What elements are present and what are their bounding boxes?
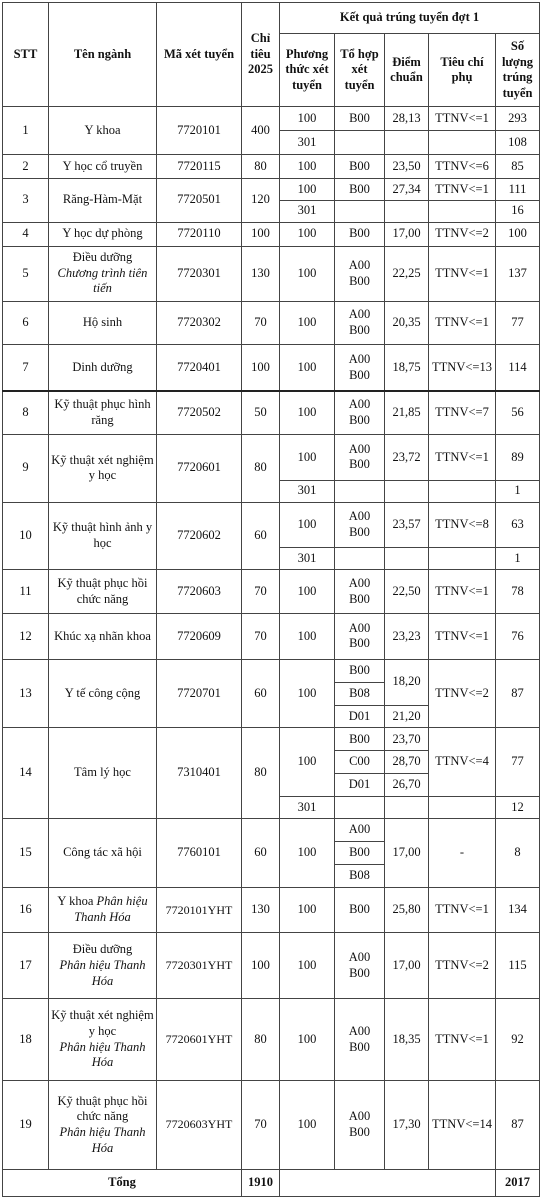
quota-cell: 50 [242,391,280,435]
empty-cell [429,548,496,570]
stt-cell: 5 [3,246,49,301]
count-cell: 111 [496,178,540,200]
count-cell: 92 [496,999,540,1081]
score-cell: 23,50 [385,154,429,178]
major-name-cell: Kỹ thuật hình ảnh y học [49,502,157,570]
criterion-cell: TTNV<=1 [429,434,496,480]
table-row [3,999,540,1081]
stt-cell: 1 [3,107,49,155]
method-cell: 301 [280,548,335,570]
major-name-cell [49,887,157,933]
combination-cell: B00 [335,887,385,933]
score-cell: 28,13 [385,107,429,131]
empty-cell [335,480,385,502]
total-label: Tổng [3,1169,242,1196]
major-name-cell [49,933,157,999]
combination: A00 [348,351,371,366]
code-cell: 7760101 [157,818,242,887]
combination: A00 [348,307,371,322]
combination-cell: B00 [335,659,385,682]
count-cell: 12 [496,797,540,819]
table-row [3,887,540,933]
combination-cell [335,933,385,999]
header-row [3,3,540,34]
major-name-cell: Kỹ thuật phục hồi chức năng [49,570,157,614]
admission-results-table [2,2,540,1197]
combination: A00 [348,575,371,590]
count-cell: 85 [496,154,540,178]
total-row [3,1169,540,1196]
major-name-cell: Y khoa [49,107,157,155]
combination-cell: B00 [335,154,385,178]
method-cell: 301 [280,131,335,155]
major-name-note: Phân hiệu Thanh Hóa [59,1124,146,1155]
criterion-cell: TTNV<=2 [429,933,496,999]
count-cell: 100 [496,222,540,246]
quota-cell: 60 [242,659,280,728]
empty-cell [335,548,385,570]
stt-cell: 8 [3,391,49,435]
criterion-cell: TTNV<=6 [429,154,496,178]
count-cell: 87 [496,1081,540,1169]
score-cell: 23,23 [385,613,429,659]
criterion-cell: TTNV<=1 [429,613,496,659]
criterion-cell: TTNV<=1 [429,246,496,301]
combination: B00 [349,1124,370,1139]
stt-cell: 19 [3,1081,49,1169]
major-name-cell: Y học dự phòng [49,222,157,246]
count-cell: 115 [496,933,540,999]
combination: B00 [349,323,370,338]
table-row [3,613,540,659]
table-row [3,178,540,200]
score-cell: 22,50 [385,570,429,614]
empty-cell [429,131,496,155]
method-cell: 100 [280,246,335,301]
header-combination: Tổ hợp xét tuyển [335,34,385,107]
table-row [3,818,540,841]
table-row [3,1081,540,1169]
count-cell: 87 [496,659,540,728]
table-row [3,391,540,435]
stt-cell: 10 [3,502,49,570]
score-cell: 17,00 [385,933,429,999]
major-name-cell [49,999,157,1081]
major-name-cell: Dinh dưỡng [49,345,157,391]
header-admitted-count: Số lượng trúng tuyển [496,34,540,107]
combination-cell [335,1081,385,1169]
criterion-cell: TTNV<=1 [429,570,496,614]
criterion-cell: TTNV<=8 [429,502,496,548]
empty-cell [385,480,429,502]
major-name-cell: Hộ sinh [49,301,157,345]
header-major-name: Tên ngành [49,3,157,107]
method-cell: 301 [280,480,335,502]
quota-cell: 60 [242,818,280,887]
major-name-cell: Kỹ thuật phục hình răng [49,391,157,435]
code-cell: 7720609 [157,613,242,659]
stt-cell: 13 [3,659,49,728]
criterion-cell: TTNV<=14 [429,1081,496,1169]
count-cell: 1 [496,480,540,502]
score-cell: 17,30 [385,1081,429,1169]
stt-cell: 12 [3,613,49,659]
header-method: Phương thức xét tuyển [280,34,335,107]
empty-cell [385,200,429,222]
combination: A00 [348,397,371,412]
combination: B00 [349,457,370,472]
count-cell: 56 [496,391,540,435]
criterion-cell: TTNV<=1 [429,178,496,200]
combination-cell [335,999,385,1081]
code-cell: 7720501 [157,178,242,222]
major-name: Kỹ thuật phục hồi chức năng [57,1093,148,1124]
count-cell: 114 [496,345,540,391]
code-cell: 7720601YHT [157,999,242,1081]
total-admitted: 2017 [496,1169,540,1196]
total-quota: 1910 [242,1169,280,1196]
empty-cell [429,200,496,222]
score-cell: 22,25 [385,246,429,301]
code-cell: 7720701 [157,659,242,728]
criterion-cell: TTNV<=1 [429,887,496,933]
code-cell: 7720603YHT [157,1081,242,1169]
combination: A00 [348,509,371,524]
method-cell: 301 [280,797,335,819]
quota-cell: 400 [242,107,280,155]
empty-cell [385,548,429,570]
count-cell: 16 [496,200,540,222]
major-name-cell [49,246,157,301]
table-row [3,154,540,178]
count-cell: 1 [496,548,540,570]
score-cell: 20,35 [385,301,429,345]
count-cell: 76 [496,613,540,659]
score-cell: 23,57 [385,502,429,548]
count-cell: 134 [496,887,540,933]
combination: A00 [348,258,371,272]
stt-cell: 3 [3,178,49,222]
major-name: Điều dưỡng [72,942,133,957]
count-cell: 137 [496,246,540,301]
major-name-cell: Răng-Hàm-Mặt [49,178,157,222]
code-cell: 7720110 [157,222,242,246]
method-cell: 100 [280,570,335,614]
combination: A00 [348,620,371,635]
table-row [3,107,540,131]
quota-cell: 80 [242,999,280,1081]
major-name-note: Phân hiệu Thanh Hóa [74,894,148,925]
score-cell: 18,20 [385,659,429,705]
quota-cell: 100 [242,345,280,391]
method-cell: 100 [280,107,335,131]
quota-cell: 130 [242,246,280,301]
combination: A00 [348,441,371,456]
code-cell: 7720101YHT [157,887,242,933]
stt-cell: 15 [3,818,49,887]
empty-cell [335,131,385,155]
method-cell: 100 [280,728,335,797]
criterion-cell: TTNV<=7 [429,391,496,435]
combination-cell: C00 [335,751,385,774]
count-cell: 77 [496,301,540,345]
criterion-cell: TTNV<=1 [429,301,496,345]
combination: B00 [349,273,370,288]
quota-cell: 120 [242,178,280,222]
combination: A00 [348,950,371,965]
method-cell: 100 [280,222,335,246]
criterion-cell: TTNV<=2 [429,222,496,246]
method-cell: 100 [280,1081,335,1169]
header-round1-results: Kết quả trúng tuyển đợt 1 [280,3,540,34]
code-cell: 7720601 [157,434,242,502]
method-cell: 100 [280,999,335,1081]
header-cutoff-score: Điểm chuẩn [385,34,429,107]
table-row [3,933,540,999]
combination-cell: B08 [335,864,385,887]
combination-cell [335,301,385,345]
stt-cell: 17 [3,933,49,999]
major-name-cell: Tâm lý học [49,728,157,819]
criterion-cell: - [429,818,496,887]
combination: A00 [348,1024,371,1038]
combination-cell: B00 [335,222,385,246]
criterion-cell: TTNV<=4 [429,728,496,797]
method-cell: 100 [280,178,335,200]
combination-cell: B00 [335,728,385,751]
combination: B00 [349,1039,370,1054]
method-cell: 100 [280,434,335,480]
combination-cell: B00 [335,841,385,864]
code-cell: 7720301YHT [157,933,242,999]
count-cell: 108 [496,131,540,155]
empty-cell [385,797,429,819]
major-name-cell: Y tế công cộng [49,659,157,728]
empty-cell [429,480,496,502]
score-cell: 18,35 [385,999,429,1081]
quota-cell: 70 [242,570,280,614]
count-cell: 78 [496,570,540,614]
quota-cell: 70 [242,301,280,345]
count-cell: 89 [496,434,540,480]
quota-cell: 80 [242,154,280,178]
stt-cell: 4 [3,222,49,246]
major-name-cell: Kỹ thuật xét nghiệm y học [49,434,157,502]
stt-cell: 14 [3,728,49,819]
header-stt: STT [3,3,49,107]
stt-cell: 7 [3,345,49,391]
combination-cell [335,391,385,435]
combination: B00 [349,591,370,606]
major-name-note: Chương trình tiên tiến [57,265,148,296]
score-cell: 21,20 [385,705,429,728]
score-cell: 27,34 [385,178,429,200]
score-cell: 23,72 [385,434,429,480]
score-cell: 21,85 [385,391,429,435]
empty-cell [280,1169,496,1196]
method-cell: 100 [280,391,335,435]
combination-cell: B08 [335,682,385,705]
combination-cell [335,345,385,391]
code-cell: 7720502 [157,391,242,435]
major-name-note: Phân hiệu Thanh Hóa [59,1039,146,1070]
header-secondary-criterion: Tiêu chí phụ [429,34,496,107]
header-admission-code: Mã xét tuyển [157,3,242,107]
combination-cell [335,613,385,659]
score-cell: 23,70 [385,728,429,751]
quota-cell: 70 [242,1081,280,1169]
table-row [3,502,540,548]
code-cell: 7720603 [157,570,242,614]
major-name: Y khoa [57,894,94,909]
quota-cell: 100 [242,933,280,999]
combination: B00 [349,636,370,651]
combination: B00 [349,965,370,980]
code-cell: 7310401 [157,728,242,819]
method-cell: 100 [280,887,335,933]
major-name-cell: Công tác xã hội [49,818,157,887]
score-cell: 25,80 [385,887,429,933]
stt-cell: 11 [3,570,49,614]
quota-cell: 130 [242,887,280,933]
major-name-cell: Khúc xạ nhãn khoa [49,613,157,659]
method-cell: 100 [280,818,335,887]
major-name-cell: Y học cổ truyền [49,154,157,178]
method-cell: 100 [280,613,335,659]
stt-cell: 18 [3,999,49,1081]
table-row [3,434,540,480]
code-cell: 7720602 [157,502,242,570]
empty-cell [335,200,385,222]
score-cell: 18,75 [385,345,429,391]
quota-cell: 80 [242,728,280,819]
table-row [3,728,540,751]
quota-cell: 70 [242,613,280,659]
stt-cell: 9 [3,434,49,502]
combination-cell [335,434,385,480]
major-name-note: Phân hiệu Thanh Hóa [59,957,146,988]
major-name: Điều dưỡng [72,250,133,265]
empty-cell [335,797,385,819]
code-cell: 7720302 [157,301,242,345]
combination: B00 [349,412,370,427]
combination-cell: B00 [335,178,385,200]
count-cell: 77 [496,728,540,797]
quota-cell: 80 [242,434,280,502]
table-row [3,659,540,682]
table-row [3,246,540,301]
header-quota: Chỉ tiêu 2025 [242,3,280,107]
combination-cell [335,502,385,548]
combination-cell: B00 [335,107,385,131]
criterion-cell: TTNV<=1 [429,999,496,1081]
method-cell: 100 [280,933,335,999]
table-row [3,222,540,246]
method-cell: 100 [280,345,335,391]
stt-cell: 16 [3,887,49,933]
method-cell: 100 [280,301,335,345]
combination-cell [335,570,385,614]
score-cell: 28,70 [385,751,429,774]
score-cell: 17,00 [385,818,429,887]
combination-cell [335,246,385,301]
empty-cell [429,797,496,819]
combination: A00 [348,1109,371,1124]
major-name-cell [49,1081,157,1169]
combination-cell: D01 [335,705,385,728]
table-row [3,570,540,614]
code-cell: 7720301 [157,246,242,301]
code-cell: 7720115 [157,154,242,178]
table-row [3,301,540,345]
combination: B00 [349,524,370,539]
code-cell: 7720101 [157,107,242,155]
table-row [3,345,540,391]
count-cell: 293 [496,107,540,131]
method-cell: 100 [280,154,335,178]
criterion-cell: TTNV<=2 [429,659,496,728]
code-cell: 7720401 [157,345,242,391]
criterion-cell: TTNV<=1 [429,107,496,131]
method-cell: 100 [280,502,335,548]
major-name: Kỹ thuật xét nghiệm y học [51,1008,154,1038]
empty-cell [385,131,429,155]
stt-cell: 6 [3,301,49,345]
method-cell: 100 [280,659,335,728]
count-cell: 8 [496,818,540,887]
criterion-cell: TTNV<=13 [429,345,496,391]
stt-cell: 2 [3,154,49,178]
quota-cell: 100 [242,222,280,246]
combination-cell: D01 [335,774,385,797]
combination-cell: A00 [335,818,385,841]
count-cell: 63 [496,502,540,548]
quota-cell: 60 [242,502,280,570]
method-cell: 301 [280,200,335,222]
score-cell: 26,70 [385,774,429,797]
combination: B00 [349,367,370,382]
score-cell: 17,00 [385,222,429,246]
